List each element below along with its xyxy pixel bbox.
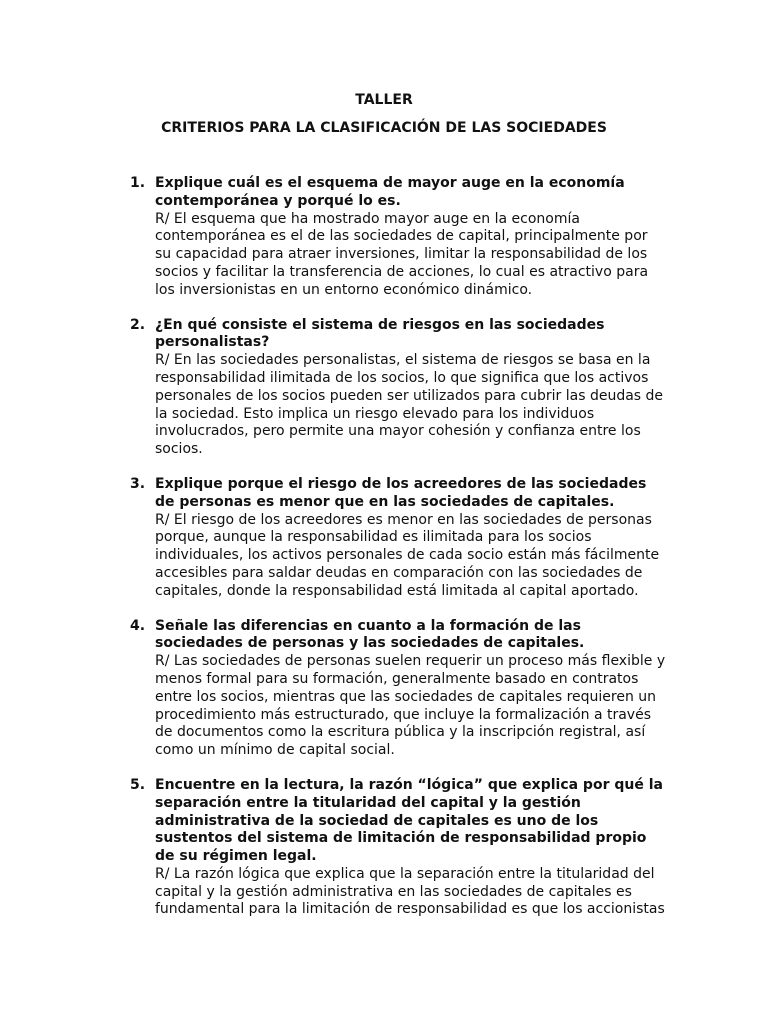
question-text: Señale las diferencias en cuanto a la formación de las sociedades de personas y las sociedades de capitales.	[155, 617, 585, 652]
question-text: ¿En qué consiste el sistema de riesgos en las sociedades personalistas?	[155, 316, 605, 351]
answer-text: R/ La razón lógica que explica que la separación entre la titularidad del capital y la gestión administrativa en las sociedades de capitales es fundamental para la limitación de responsabilidad es que los accionistas	[155, 865, 665, 918]
answer-text: R/ En las sociedades personalistas, el sistema de riesgos se basa en la responsabilidad ilimitada de los socios, lo que significa que los activos personales de los socios pueden ser utilizados para cubrir las deudas de la sociedad. Esto implica un riesgo elevado para los individuos involucrados, pero permite una mayor cohesión y confianza entre los socios.	[155, 352, 664, 458]
document-subtitle: CRITERIOS PARA LA CLASIFICACIÓN DE LAS SOCIEDADES	[161, 120, 607, 136]
document-title: TALLER	[355, 92, 413, 108]
question-number: 4.	[130, 617, 146, 634]
question-text: Encuentre en la lectura, la razón “lógica” que explica por qué la separación entre la titularidad del capital y la gestión administrativa de la sociedad de capitales es uno de los sustentos del sistema de limitación de responsabilidad propio de su régimen legal.	[155, 776, 663, 865]
question-item-3	[130, 476, 666, 601]
question-text: Explique porque el riesgo de los acreedores de las sociedades de personas es menor que en las sociedades de capitales.	[155, 475, 647, 510]
answer-text: R/ Las sociedades de personas suelen requerir un proceso más flexible y menos formal para su formación, generalmente basado en contratos entre los socios, mientras que las sociedades de capitales requieren un procedimiento más estructurado, que incluye la formalización a través de documentos como la escritura pública y la inscripción registral, así como un mínimo de capital social.	[155, 653, 666, 759]
question-number: 3.	[130, 475, 146, 492]
question-list	[130, 175, 666, 936]
question-item-1	[130, 175, 666, 300]
answer-text: R/ El riesgo de los acreedores es menor en las sociedades de personas porque, aunque la responsabilidad es ilimitada para los socios individuales, los activos personales de cada socio están más fácilmente accesibles para saldar deudas en comparación con las sociedades de capitales, donde la responsabilidad está limitada al capital aportado.	[155, 511, 660, 599]
question-number: 1.	[130, 175, 146, 191]
question-item-2	[130, 317, 666, 459]
question-number: 2.	[130, 316, 146, 333]
question-number: 5.	[130, 776, 146, 793]
question-item-5	[130, 777, 666, 919]
question-text: Explique cuál es el esquema de mayor auge en la economía contemporánea y porqué lo es.	[155, 175, 625, 209]
answer-text: R/ El esquema que ha mostrado mayor auge en la economía contemporánea es el de las sociedades de capital, principalmente por su capacidad para atraer inversiones, limitar la responsabilidad de los socios y facilitar la transferencia de acciones, lo cual es atractivo para los inversionistas en un entorno económico dinámico.	[155, 210, 649, 298]
question-item-4	[130, 618, 666, 760]
